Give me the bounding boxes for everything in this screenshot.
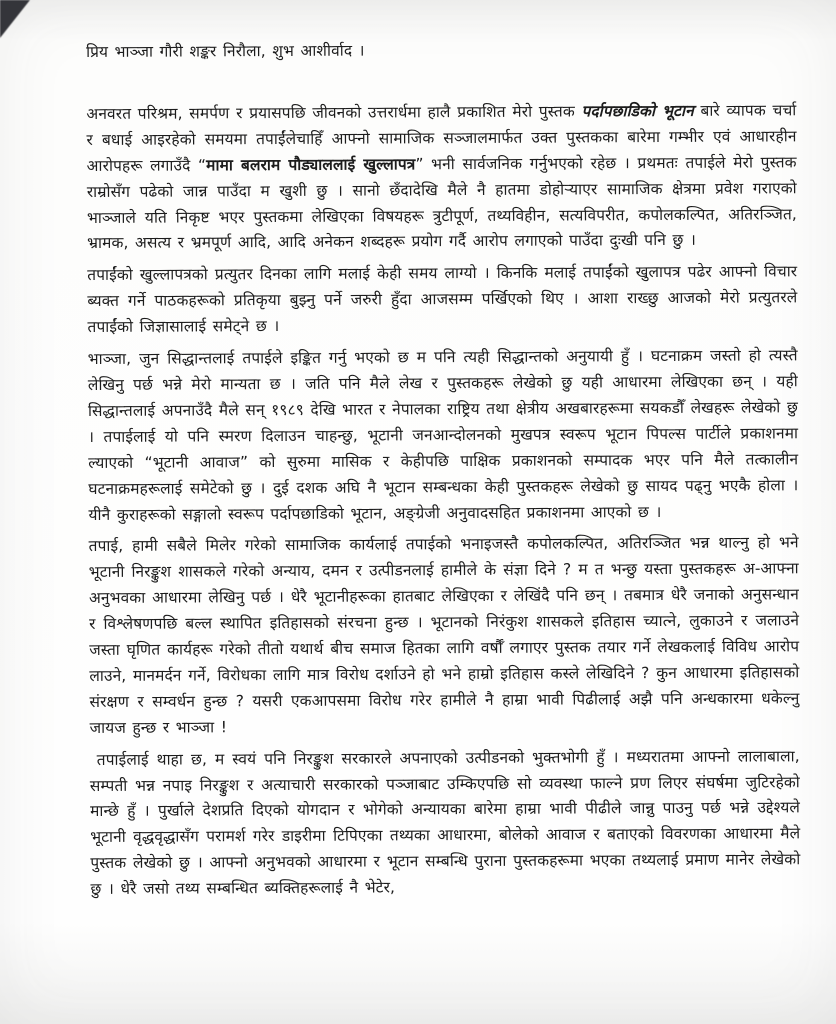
open-letter-title-emphasis: मामा बलराम पौड्याललाई खुल्लापत्र — [206, 154, 416, 175]
paragraph-3: भाञ्जा, जुन सिद्धान्तलाई तपाईले इङ्कित गर्नु भएको छ म पनि त्यही सिद्धान्तको अनुयायी हुँ । घटनाक्रम जस्तो हो त्यस्तै लेखिनु पर्छ भन्ने मेरो मान्यता छ । जति पनि मैले लेख र पुस्तकहरू लेखेको छु यही आधारमा लेखिएका छन् । यही सिद्धान्तलाई अपनाउँदै मैले सन् १९८९ देखि भारत र नेपालका राष्ट्रिय तथा क्षेत्रीय अखबारहरूमा सयकडौँ लेखहरू लेखेको छु । तपाईलाई यो पनि स्मरण दिलाउन चाहन्छु, भूटानी जनआन्दोलनको मुखपत्र स्वरूप भूटान पिपल्स पार्टीले प्रकाशनमा ल्याएको “भूटानी आवाज” को सुरुमा मासिक र केहीपछि पाक्षिक प्रकाशनको सम्पादक भएर पनि मैले तत्कालीन घटनाक्रमहरूलाई समेटेको छु । दुई दशक अघि नै भूटान सम्बन्धका केही पुस्तकहरू लेखेको छु सायद पढ्नु भएकै होला । यीनै कुराहरूको सङ्गालो स्वरूप पर्दापछाडिको भूटान, अङ्ग्रेजी अनुवादसहित प्रकाशनमा आएको छ । — [87, 346, 799, 524]
paragraph-1 — [86, 98, 797, 257]
paragraph-2: तपाईंको खुल्लापत्रको प्रत्युतर दिनका लागि मलाई केही समय लाग्यो । किनकि मलाई तपाईंको खुलापत्र पढेर आफ्नो विचार ब्यक्त गर्ने पाठकहरूको प्रतिकृया बुझ्नु पर्ने जरुरी हुँदा आजसम्म पर्खिएको थिए । आशा राख्छु आजको मेरो प्रत्युतरले तपाईंको जिज्ञासालाई समेट्ने छ । — [87, 262, 798, 337]
paragraph-1-text-a: अनवरत परिश्रम, समर्पण र प्रयासपछि जीवनको उत्तरार्धमा हालै प्रकाशित मेरो पुस्तक — [86, 102, 582, 123]
paragraph-1-text-c: ” भनी सार्वजनिक गर्नुभएको रहेछ । प्रथमतः तपाईले मेरो पुस्तक राम्रोसँग पढेको जान्न पाउँदा म खुशी छु । सानो छँदादेखि मैले नै हातमा डोहोऱ्याएर सामाजिक क्षेत्रमा प्रवेश गराएको भाञ्जाले यति निकृष्ट भएर पुस्तकमा लेखिएका विषयहरू त्रुटीपूर्ण, तथ्यविहीन, सत्यविपरीत, कपोलकल्पित, अतिरञ्जित, भ्रामक, असत्य र भ्रमपूर्ण आदि, आदि अनेकन शब्दहरू प्रयोग गर्दै आरोप लगाएको पाउँदा दुःखी पनि छु । — [86, 152, 797, 253]
paragraph-4: तपाई, हामी सबैले मिलेर गरेको सामाजिक कार्यलाई तपाईको भनाइजस्तै कपोलकल्पित, अतिरञ्जित भन्न थाल्नु हो भने भूटानी निरङ्कुश शासकले गरेको अन्याय, दमन र उत्पीडनलाई हामीले के संज्ञा दिने ? म त भन्छु यस्ता पुस्तकहरू अ-आफ्ना अनुभवका आधारमा लेखिनु पर्छ । धेरै भूटानीहरूका हातबाट लेखिएका र लेखिंदै पनि छन् । तबमात्र धेरै जनाको अनुसन्धान र विश्लेषणपछि बल्ल स्थापित इतिहासको संरचना हुन्छ । भूटानको निरंकुश शासकले इतिहास च्यात्ने, लुकाउने र जलाउने जस्ता घृणित कार्यहरू गरेको तीतो यथार्थ बीच समाज हितका लागि वर्षौँ लगाएर पुस्तक तयार गर्ने लेखकलाई विविध आरोप लाउने, मानमर्दन गर्ने, विरोधका लागि मात्र विरोध दर्शाउने हो भने हाम्रो इतिहास कस्ले लेखिदिने ? कुन आधारमा इतिहासको संरक्षण र सम्वर्धन हुन्छ ? यसरी एकआपसमा विरोध गरेर हामीले नै हाम्रा भावी पिढीलाई अझै पनि अन्धकारमा धकेल्नु जायज हुन्छ र भाञ्जा ! — [88, 533, 800, 737]
paragraph-5: तपाईलाई थाहा छ, म स्वयं पनि निरङ्कुश सरकारले अपनाएको उत्पीडनको भुक्तभोगी हुँ । मध्यरातमा आफ्नो लालाबाला, सम्पती भन्न नपाइ निरङ्कुश र अत्याचारी सरकारको पञ्जाबाट उम्किएपछि सो व्यवस्था फाल्ने प्रण लिएर संघर्षमा जुटिरहेको मान्छे हुँ । पुर्खाले देशप्रति दिएको योगदान र भोगेको अन्यायका बारेमा हाम्रा भावी पीढीले जान्नु पाउनु पर्छ भन्ने उद्देश्यले भूटानी वृद्धवृद्धासँग परामर्श गरेर डाइरीमा टिपिएका तथ्यका आधारमा, बोलेको आवाज र बताएको विवरणका आधारमा मैले पुस्तक लेखेको छु । आफ्नो अनुभवको आधारमा र भूटान सम्बन्धि पुराना पुस्तकहरूमा भएका तथ्यलाई प्रमाण मानेर लेखेको छु । धेरै जसो तथ्य सम्बन्धित ब्यक्तिहरूलाई नै भेटेर, — [89, 746, 801, 899]
salutation-line: प्रिय भाञ्जा गौरी शङ्कर निरौला, शुभ आशीर्वाद । — [86, 41, 365, 61]
paragraph-1-text-b: बारे व्यापक चर्चा र बधाई आइरहेको समयमा तपाईंलेचाहिँ आफ्नो सामाजिक सञ्जालमार्फत उक्त पुस्तकका बारेमा गम्भीर एवं आधारहीन आरोपहरू लगाउँदै “ — [86, 101, 797, 175]
letter-page — [86, 36, 801, 903]
photo-corner-artifact — [0, 0, 30, 38]
book-title-emphasis: पर्दापछाडिको भूटान — [581, 101, 694, 121]
